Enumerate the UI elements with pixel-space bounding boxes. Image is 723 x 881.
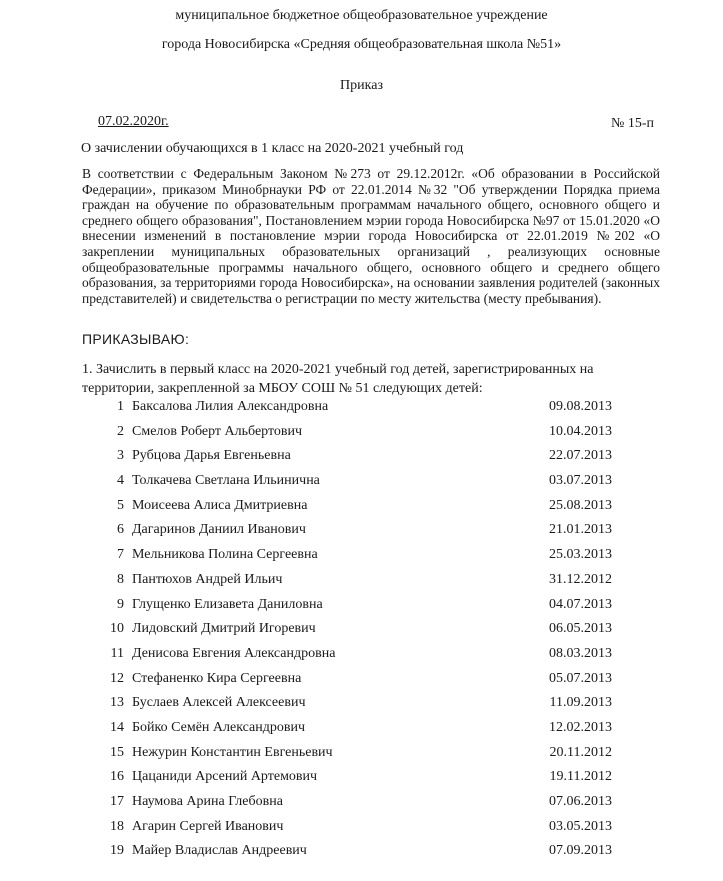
student-number: 3	[117, 448, 124, 464]
student-number: 1	[117, 399, 124, 414]
student-birthdate: 21.01.2013	[549, 522, 612, 538]
student-row	[100, 646, 620, 671]
student-row	[100, 769, 620, 794]
school-name-line: города Новосибирска «Средняя общеобразовательная школа №51»	[161, 37, 562, 52]
student-name: Баксалова Лилия Александровна	[132, 399, 329, 414]
student-number: 13	[110, 695, 124, 711]
student-number: 5	[117, 497, 124, 513]
student-name: Дагаринов Даниил Иванович	[132, 522, 306, 538]
student-name: Нежурин Константин Евгеньевич	[132, 744, 333, 760]
student-birthdate: 09.08.2013	[549, 399, 612, 414]
student-number: 14	[110, 719, 124, 735]
student-birthdate: 03.05.2013	[549, 818, 612, 834]
student-number: 4	[117, 473, 124, 489]
student-name: Стефаненко Кира Сергеевна	[132, 670, 302, 686]
student-row	[100, 720, 620, 745]
student-row	[100, 522, 620, 547]
student-birthdate: 07.06.2013	[549, 794, 612, 809]
student-row	[100, 597, 620, 622]
student-name: Глущенко Елизавета Даниловна	[132, 596, 323, 612]
student-name: Пантюхов Андрей Ильич	[132, 571, 283, 587]
student-name: Лидовский Дмитрий Игоревич	[132, 621, 316, 637]
student-number: 6	[117, 522, 124, 538]
student-birthdate: 04.07.2013	[549, 596, 612, 612]
student-name: Моисеева Алиса Дмитриевна	[132, 497, 308, 513]
student-row	[100, 794, 620, 819]
student-row	[100, 819, 620, 844]
student-row	[100, 621, 620, 646]
student-row	[100, 745, 620, 770]
student-name: Мельникова Полина Сергеевна	[132, 547, 318, 563]
student-number: 12	[110, 670, 124, 686]
student-number: 2	[117, 423, 124, 439]
student-name: Толкачева Светлана Ильинична	[132, 473, 320, 489]
student-birthdate: 22.07.2013	[549, 448, 612, 464]
student-row	[100, 671, 620, 696]
student-number: 19	[110, 843, 124, 859]
student-row	[100, 695, 620, 720]
order-heading: ПРИКАЗЫВАЮ:	[82, 331, 190, 347]
legal-preamble: В соответствии с Федеральным Законом №273 от 29.12.2012г. «Об образовании в Российской Федерации», приказом Минобрнауки РФ от 22.01.2014 №32 "Об утверждении Порядка приема граждан на обучение по образовательным программам начального общего, основного общего и среднего общего образования", Постановлением мэрии города Новосибирска №97 от 15.01.2020 «О внесении изменений в постановление мэрии города Новосибирска от 22.01.2019 №202 «О закреплении муниципальных образовательных организаций , реализующих основные общеобразовательные программы начального общего, основного общего и среднего общего образования, за территориями города Новосибирска», на основании заявления родителей (законных представителей) и свидетельства о регистрации по месту жительства (месту пребывания).	[82, 166, 660, 306]
student-name: Рубцова Дарья Евгеньевна	[132, 448, 291, 464]
student-number: 8	[117, 571, 124, 587]
student-birthdate: 31.12.2012	[549, 571, 612, 587]
student-name: Цацаниди Арсений Артемович	[132, 769, 318, 785]
student-row	[100, 424, 620, 449]
student-number: 10	[110, 621, 124, 637]
student-name: Денисова Евгения Александровна	[132, 645, 336, 661]
student-birthdate: 05.07.2013	[549, 670, 612, 686]
student-birthdate: 25.03.2013	[549, 547, 612, 563]
student-row	[100, 498, 620, 523]
student-birthdate: 19.11.2012	[549, 769, 612, 785]
student-birthdate: 07.09.2013	[549, 843, 612, 859]
student-row	[100, 399, 620, 424]
student-row	[100, 843, 620, 868]
student-number: 17	[110, 794, 124, 809]
student-row	[100, 448, 620, 473]
order-number: № 15-п	[611, 116, 655, 131]
school-type-line: муниципальное бюджетное общеобразовательное учреждение	[175, 8, 548, 23]
student-birthdate: 25.08.2013	[549, 497, 612, 513]
student-row	[100, 473, 620, 498]
student-number: 18	[110, 818, 124, 834]
student-name: Буслаев Алексей Алексеевич	[132, 695, 306, 711]
student-birthdate: 20.11.2012	[549, 744, 612, 760]
student-name: Бойко Семён Александрович	[132, 719, 306, 735]
student-name: Майер Владислав Андреевич	[132, 843, 307, 859]
student-birthdate: 08.03.2013	[549, 645, 612, 661]
student-number: 7	[117, 547, 124, 563]
student-number: 9	[117, 596, 124, 612]
document-type-title: Приказ	[340, 78, 383, 93]
order-date: 07.02.2020г.	[98, 114, 169, 129]
student-birthdate: 12.02.2013	[549, 719, 612, 735]
student-list	[100, 399, 620, 868]
order-item-1: 1. Зачислить в первый класс на 2020-2021 учебный год детей, зарегистрированных на территории, закрепленной за МБОУ СОШ № 51 следующих детей:	[82, 362, 594, 396]
student-name: Смелов Роберт Альбертович	[132, 423, 303, 439]
student-birthdate: 11.09.2013	[549, 695, 612, 711]
student-row	[100, 572, 620, 597]
student-number: 15	[110, 744, 124, 760]
student-birthdate: 10.04.2013	[549, 423, 612, 439]
student-number: 16	[110, 769, 124, 785]
student-number: 11	[110, 645, 124, 661]
student-name: Наумова Арина Глебовна	[132, 794, 283, 809]
student-birthdate: 06.05.2013	[549, 621, 612, 637]
student-birthdate: 03.07.2013	[549, 473, 612, 489]
order-subject: О зачислении обучающихся в 1 класс на 2020-2021 учебный год	[81, 141, 464, 156]
student-row	[100, 547, 620, 572]
student-name: Агарин Сергей Иванович	[132, 818, 284, 834]
